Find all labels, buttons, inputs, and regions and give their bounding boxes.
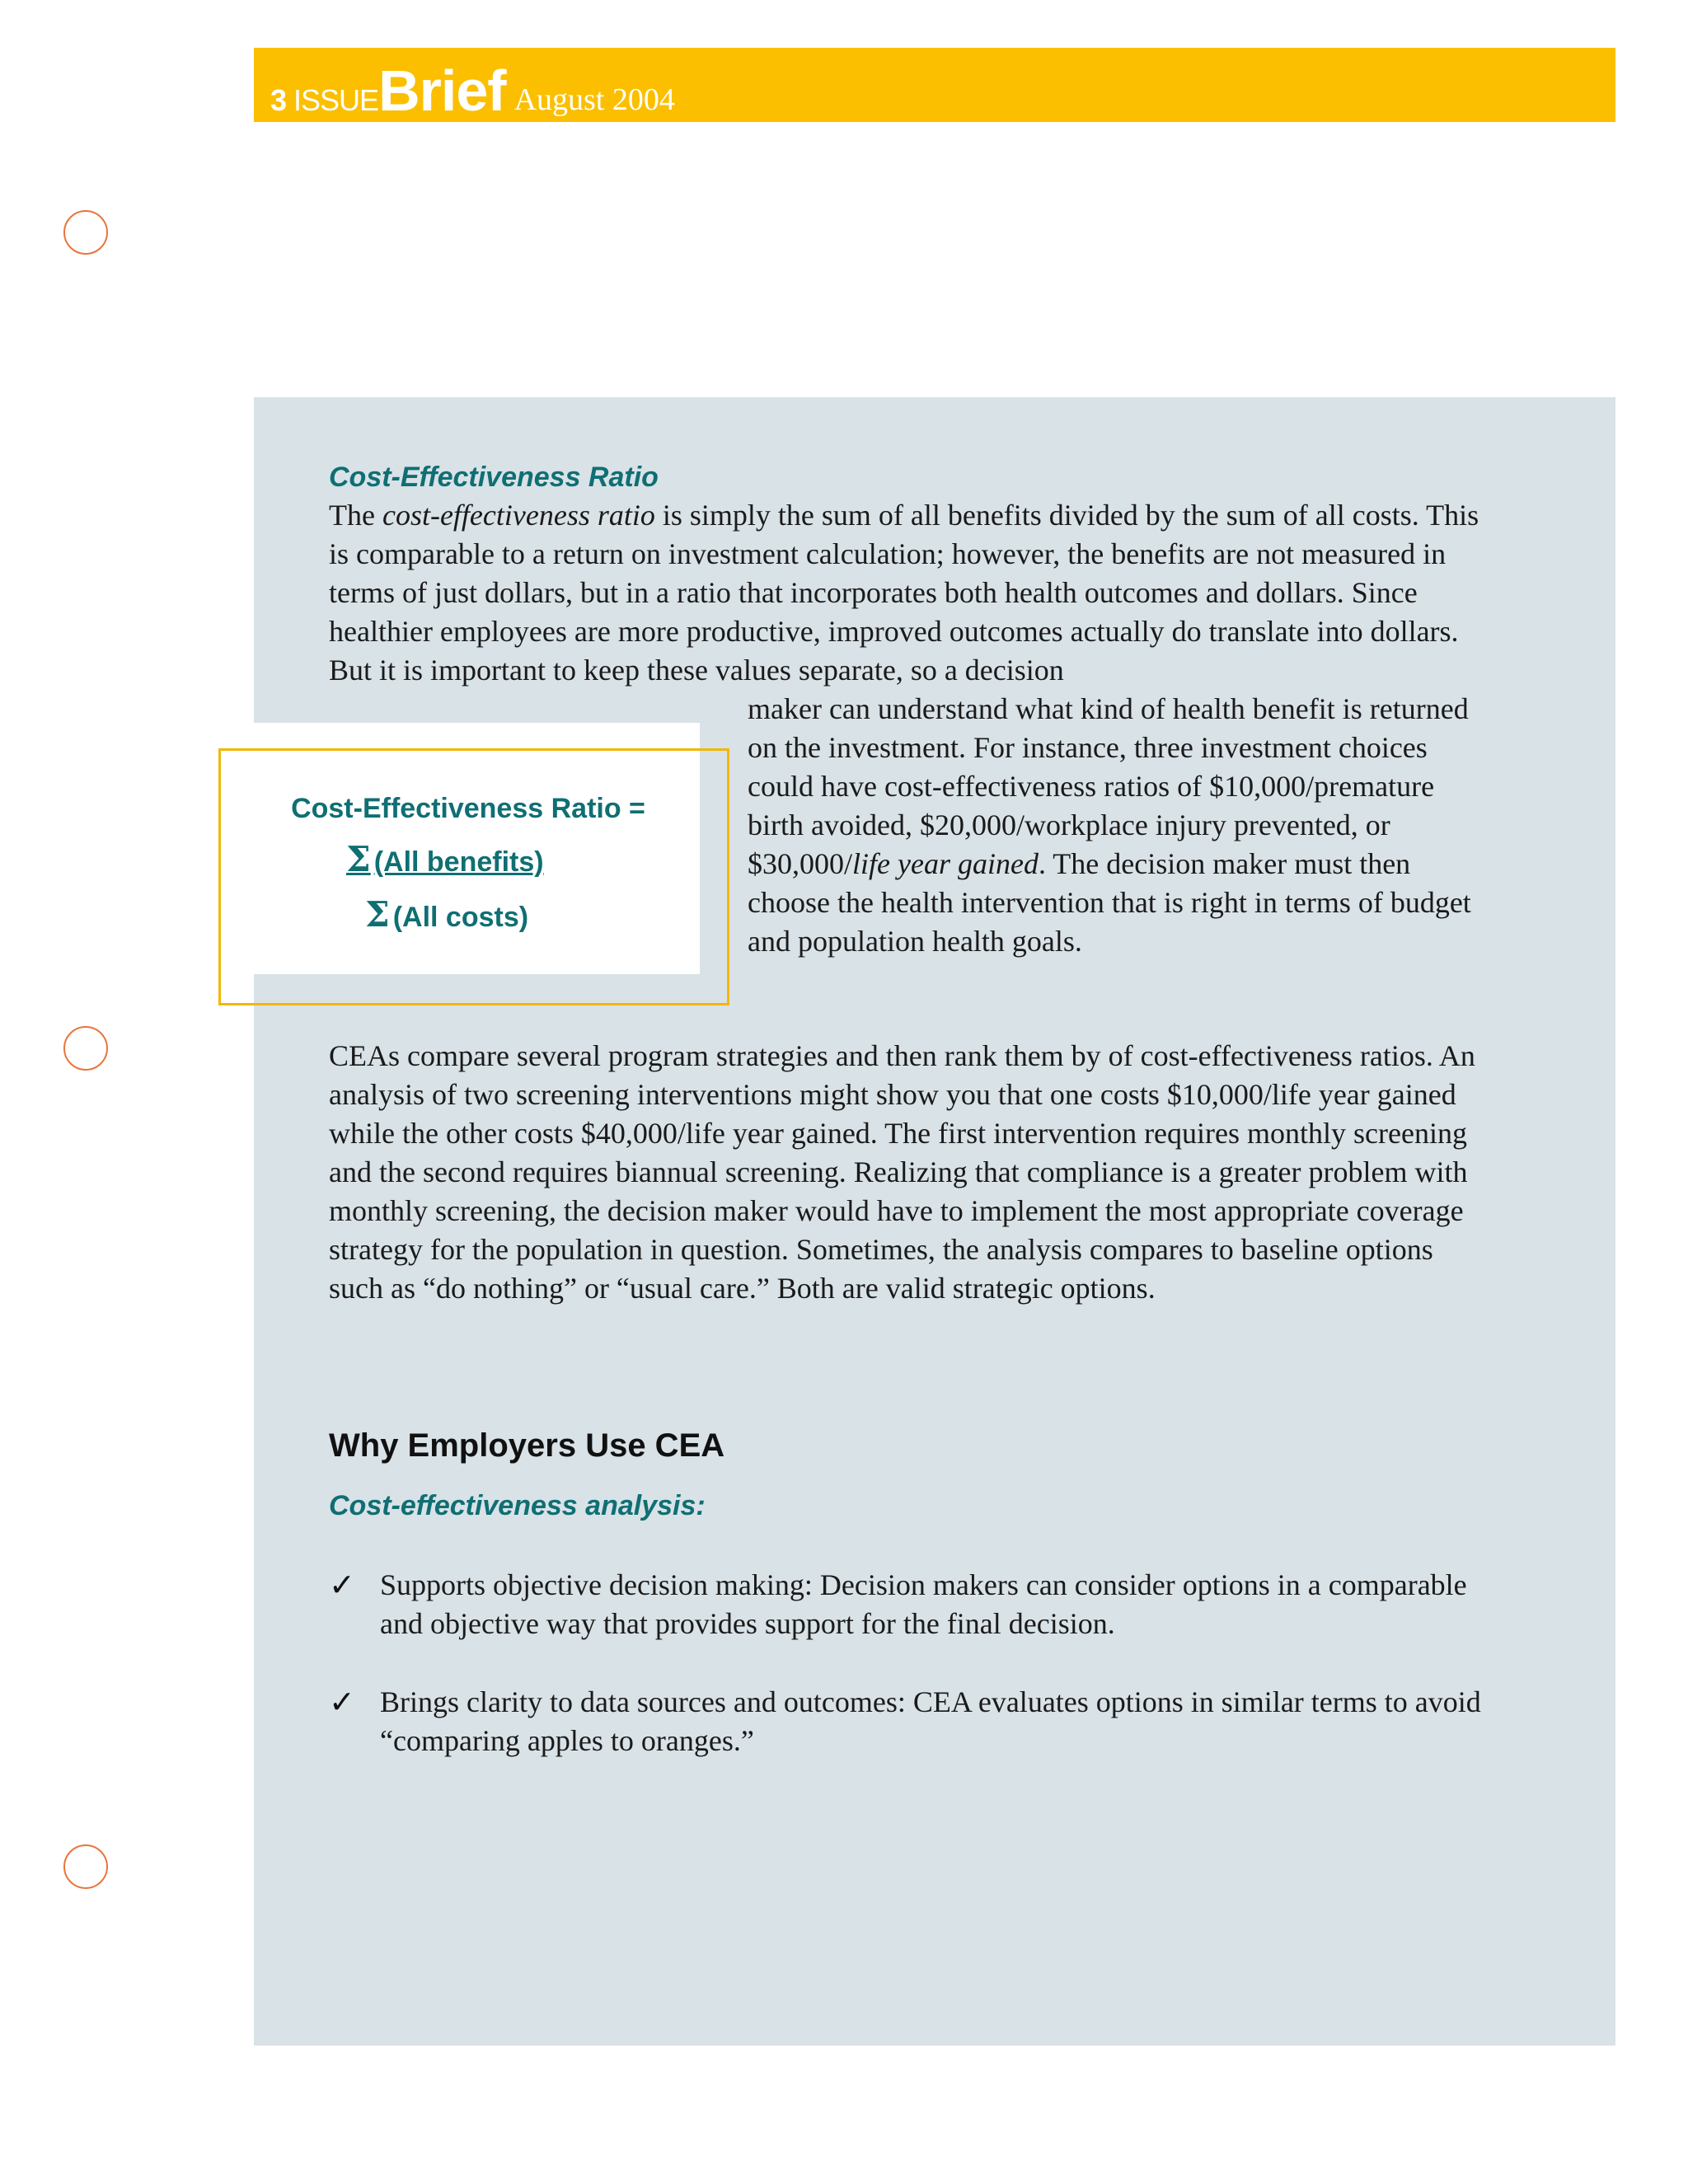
binder-hole-top xyxy=(63,210,108,255)
checkmark-icon: ✓ xyxy=(329,1684,355,1720)
section-title: Cost-Effectiveness Ratio xyxy=(329,462,659,493)
header-brief-label: Brief xyxy=(378,58,506,123)
para1-term: cost-effectiveness ratio xyxy=(382,499,655,532)
cea-subheading: Cost-effectiveness analysis: xyxy=(329,1490,706,1521)
sigma-icon: Σ xyxy=(346,839,371,879)
header-date: August 2004 xyxy=(513,82,675,117)
issue-brief-header xyxy=(254,48,1615,122)
page-number: 3 xyxy=(270,83,288,117)
list-item xyxy=(329,1566,1491,1643)
bullet-text: Brings clarity to data sources and outcomes: CEA evaluates options in similar terms to avoid “comparing apples to oranges.” xyxy=(380,1685,1481,1757)
para1-cont-italic: life year gained xyxy=(852,847,1039,880)
why-employers-heading: Why Employers Use CEA xyxy=(329,1427,725,1464)
formula-label: Cost-Effectiveness Ratio = xyxy=(291,793,645,824)
formula-denominator-text: (All costs) xyxy=(392,902,529,933)
para1-rest: is simply the sum of all benefits divided by the sum of all costs. This is comparable to a return on investment calculation; however, the benefits are not measured in terms of just dollars, but in a ratio that incorporates both health outcomes and dollars. Since healthier employees are more productive, improved outcomes actually do translate into dollars. But it is important to keep these values separate, so a decision xyxy=(329,499,1479,687)
paragraph-ratio-definition xyxy=(329,496,1491,690)
paragraph-cea-comparison: CEAs compare several program strategies and then rank them by of cost-effectiveness ratios. An analysis of two screening interventions might show you that one costs $10,000/life year gained while the other costs $40,000/life year gained. The first intervention requires monthly screening and the second requires biannual screening. Realizing that compliance is a greater problem with monthly screening, the decision maker would have to implement the most appropriate coverage strategy for the population in question. Sometimes, the analysis compares to baseline options such as “do nothing” or “usual care.” Both are valid strategic options. xyxy=(329,1039,1475,1305)
binder-hole-middle xyxy=(63,1026,108,1071)
formula-denominator xyxy=(365,894,528,935)
formula-numerator-text: (All benefits) xyxy=(373,846,544,878)
header-issue-label: ISSUE xyxy=(293,83,379,117)
binder-hole-bottom xyxy=(63,1844,108,1889)
para1-lead: The xyxy=(329,499,382,532)
formula-numerator xyxy=(346,839,544,879)
sigma-icon: Σ xyxy=(365,894,390,935)
paragraph-ratio-examples xyxy=(748,690,1489,961)
checkmark-icon: ✓ xyxy=(329,1567,355,1603)
para1-cont-text: maker can understand what kind of health benefit is returned on the investment. For instance, three investment choices could have cost-effectiveness ratios of $10,000/premature birth avoided, $20,000/workplace injury prevented, or $30,000/ xyxy=(748,692,1469,880)
list-item xyxy=(329,1683,1491,1760)
bullet-text: Supports objective decision making: Decision makers can consider options in a comparable and objective way that provides support for the final decision. xyxy=(380,1568,1467,1640)
para1-cont-end: . The decision maker must then choose the health intervention that is right in terms of budget and population health goals. xyxy=(748,847,1471,958)
